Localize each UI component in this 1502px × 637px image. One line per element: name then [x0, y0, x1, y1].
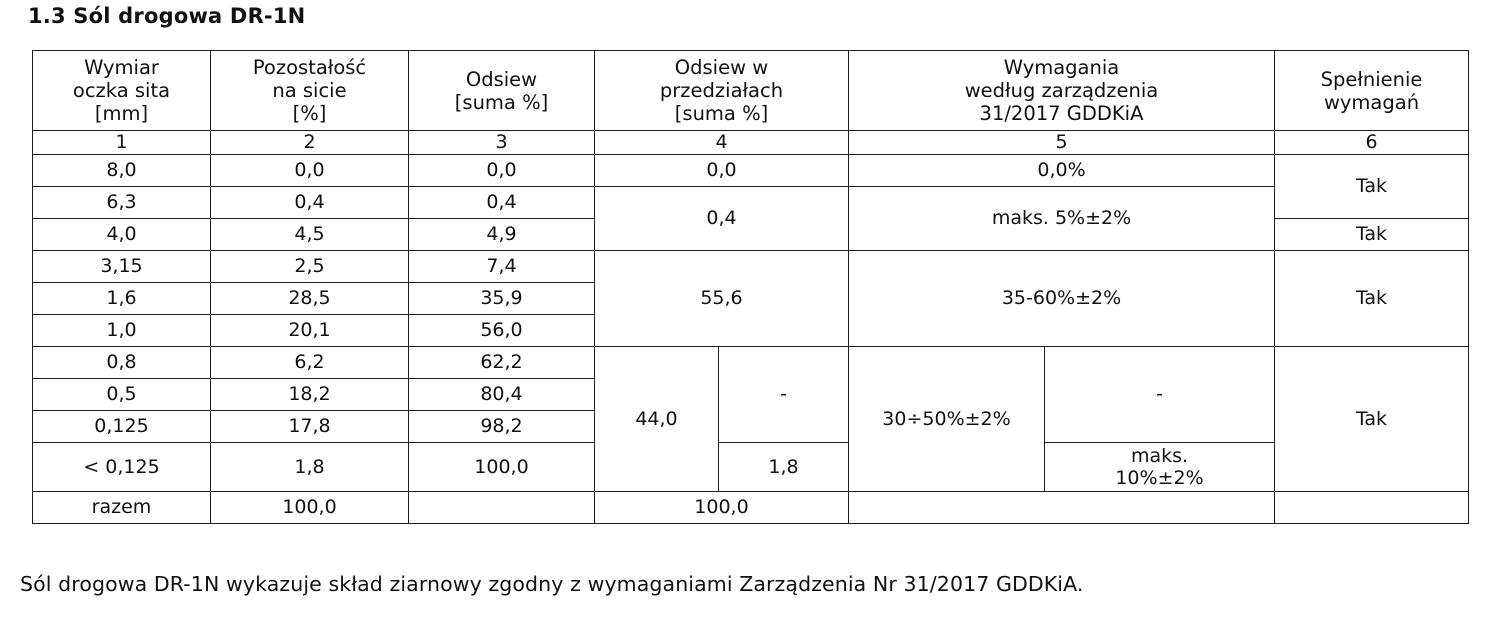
cell-retained: 100,0 — [211, 491, 409, 523]
cell-compliance: Tak — [1275, 154, 1469, 218]
cell-passing: 35,9 — [409, 282, 595, 314]
column-number-row — [33, 131, 1469, 155]
cell-requirement: 30÷50%±2% — [849, 346, 1045, 491]
cell-sieve: 4,0 — [33, 218, 211, 250]
page-title: 1.3 Sól drogowa DR-1N — [28, 4, 306, 28]
column-number-3: 3 — [409, 131, 595, 155]
table-row — [33, 442, 1469, 491]
cell-compliance: Tak — [1275, 346, 1469, 491]
table-row — [33, 186, 1469, 218]
header-compliance: Spełnienie wymagań — [1275, 51, 1469, 131]
cell-requirement-sub: maks. 10%±2% — [1045, 442, 1275, 491]
cell-passing: 4,9 — [409, 218, 595, 250]
cell-passing: 7,4 — [409, 250, 595, 282]
cell-requirement-total — [849, 491, 1275, 523]
table-row — [33, 154, 1469, 186]
column-number-5: 5 — [849, 131, 1275, 155]
cell-requirement: 35-60%±2% — [849, 250, 1275, 346]
column-number-2: 2 — [211, 131, 409, 155]
cell-sieve: 1,6 — [33, 282, 211, 314]
grain-size-table — [32, 50, 1469, 524]
cell-interval-group: 44,0 — [595, 346, 719, 491]
grain-size-table-container — [32, 50, 1468, 524]
cell-retained: 1,8 — [211, 442, 409, 491]
header-sieve-size: Wymiar oczka sita [mm] — [33, 51, 211, 131]
cell-retained: 17,8 — [211, 410, 409, 442]
cell-sieve: 0,8 — [33, 346, 211, 378]
cell-interval: 55,6 — [595, 250, 849, 346]
cell-sieve: < 0,125 — [33, 442, 211, 491]
cell-passing: 98,2 — [409, 410, 595, 442]
header-retained: Pozostałość na sicie [%] — [211, 51, 409, 131]
cell-retained: 0,4 — [211, 186, 409, 218]
cell-passing: 62,2 — [409, 346, 595, 378]
cell-passing: 100,0 — [409, 442, 595, 491]
cell-requirement: 0,0% — [849, 154, 1275, 186]
cell-sieve: 8,0 — [33, 154, 211, 186]
cell-sieve: 1,0 — [33, 314, 211, 346]
cell-retained: 4,5 — [211, 218, 409, 250]
cell-interval-sub: 1,8 — [719, 442, 849, 491]
cell-sieve: 3,15 — [33, 250, 211, 282]
cell-requirement-sub: - — [1045, 346, 1275, 442]
column-number-6: 6 — [1275, 131, 1469, 155]
footer-note: Sól drogowa DR-1N wykazuje skład ziarnowy zgodny z wymaganiami Zarządzenia Nr 31/2017 GDDKiA. — [20, 572, 1084, 596]
table-row — [33, 250, 1469, 282]
cell-sieve: razem — [33, 491, 211, 523]
table-header-row — [33, 51, 1469, 131]
cell-passing: 80,4 — [409, 378, 595, 410]
column-number-1: 1 — [33, 131, 211, 155]
cell-retained: 18,2 — [211, 378, 409, 410]
header-intervals: Odsiew w przedziałach [suma %] — [595, 51, 849, 131]
cell-sieve: 0,125 — [33, 410, 211, 442]
cell-passing: 0,0 — [409, 154, 595, 186]
cell-sieve: 0,5 — [33, 378, 211, 410]
cell-passing: 56,0 — [409, 314, 595, 346]
cell-requirement: maks. 5%±2% — [849, 186, 1275, 250]
table-row-total — [33, 491, 1469, 523]
column-number-4: 4 — [595, 131, 849, 155]
header-requirements: Wymagania według zarządzenia 31/2017 GDDKiA — [849, 51, 1275, 131]
table-row — [33, 346, 1469, 378]
cell-retained: 20,1 — [211, 314, 409, 346]
cell-compliance-total — [1275, 491, 1469, 523]
cell-sieve: 6,3 — [33, 186, 211, 218]
cell-interval: 0,4 — [595, 186, 849, 250]
cell-compliance: Tak — [1275, 218, 1469, 250]
cell-interval-sub: - — [719, 346, 849, 442]
cell-retained: 2,5 — [211, 250, 409, 282]
cell-retained: 6,2 — [211, 346, 409, 378]
cell-passing — [409, 491, 595, 523]
cell-passing: 0,4 — [409, 186, 595, 218]
cell-interval-total: 100,0 — [595, 491, 849, 523]
cell-interval: 0,0 — [595, 154, 849, 186]
header-passing-sum: Odsiew [suma %] — [409, 51, 595, 131]
cell-retained: 0,0 — [211, 154, 409, 186]
cell-compliance: Tak — [1275, 250, 1469, 346]
cell-retained: 28,5 — [211, 282, 409, 314]
